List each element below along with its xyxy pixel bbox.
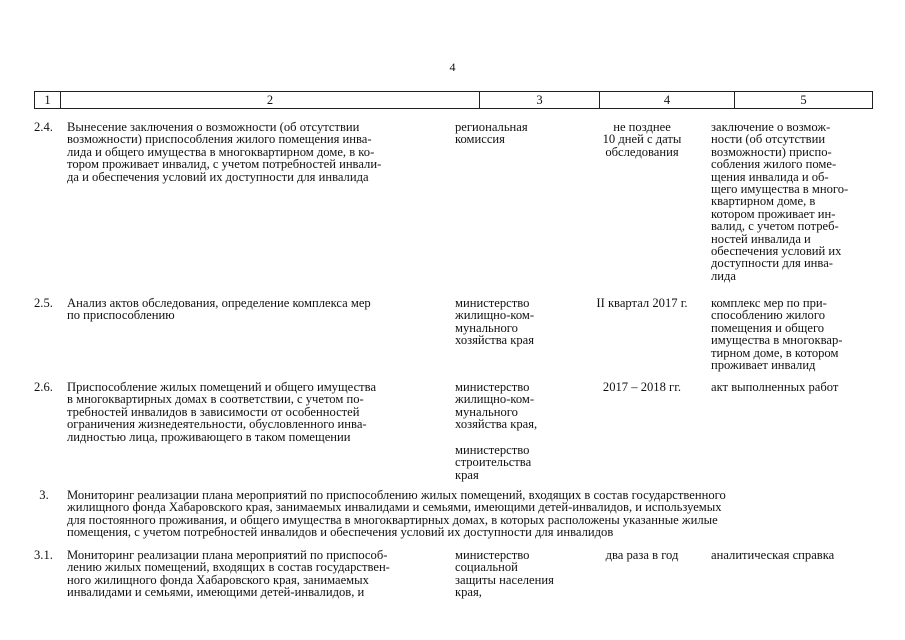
row-2-5-number: 2.5. <box>34 296 53 310</box>
row-2-6-executor: министерство жилищно-ком- мунального хозяйства края, <box>455 380 538 432</box>
row-2-6-activity: Приспособление жилых помещений и общего имущества в многоквартирных домах в соответствии, с учетом по- требностей инвалидов в зависимости от особенностей ограничения жизнедеятельности, обусловленного инва- лидностью лица, проживающего в таком помещении <box>67 380 377 444</box>
row-2-4-executor: региональная комиссия <box>455 120 528 147</box>
row-3-1-executor: министерство социальной защиты населения края, <box>455 548 554 600</box>
row-2-6-deadline: 2017 – 2018 гг. <box>602 380 682 394</box>
header-col-1: 1 <box>35 92 61 108</box>
table-header <box>34 91 873 109</box>
header-col-3: 3 <box>480 92 600 108</box>
row-3-1-number: 3.1. <box>34 548 53 562</box>
row-3-1-result: аналитическая справка <box>711 548 835 562</box>
row-2-4-result: заключение о возмож- ности (об отсутствии возможности) приспо- собления жилого поме- щения инвалида и об- щего имущества в много- квартирном доме, в котором проживает ин- валид, с учетом потреб- ностей инвалида и обеспечения условий их доступности для инва- лида <box>711 120 849 283</box>
page-number: 4 <box>449 60 456 74</box>
row-2-4-activity: Вынесение заключения о возможности (об отсутствии возможности) приспособления жилого помещения инва- лида и общего имущества в многоквартирном доме, в ко- тором проживает инвалид, с учетом потребностей инвали- да и обеспечения условий их доступности для инвалида <box>67 120 382 184</box>
row-2-6-executor-2: министерство строительства края <box>455 443 532 482</box>
row-2-4-deadline: не позднее 10 дней с даты обследования <box>602 120 682 159</box>
section-3-number: 3. <box>39 488 49 502</box>
header-col-5: 5 <box>800 93 807 107</box>
section-3-title: Мониторинг реализации плана мероприятий по приспособлению жилых помещений, входящих в состав государственного жилищного фонда Хабаровского края, занимаемых инвалидами и семьями, имеющими детей-инвалидов, и используемых для постоянного проживания, и общего имущества в многоквартирных домах, в которых расположены указанные жилые помещения, с учетом потребностей инвалидов и обеспечения условий их доступности для инвалидов <box>67 488 726 540</box>
row-2-6-number: 2.6. <box>34 380 53 394</box>
header-col-2: 2 <box>61 92 480 108</box>
row-2-5-result: комплекс мер по при- способлению жилого помещения и общего имущества в многоквар- тирном доме, в котором проживает инвалид <box>711 296 843 373</box>
row-3-1-deadline: два раза в год <box>605 548 679 562</box>
row-2-6-result: акт выполненных работ <box>711 380 839 394</box>
row-2-5-executor: министерство жилищно-ком- мунального хозяйства края <box>455 296 535 348</box>
header-col-4: 4 <box>600 92 735 108</box>
row-2-5-activity: Анализ актов обследования, определение комплекса мер по приспособлению <box>67 296 371 323</box>
row-3-1-activity: Мониторинг реализации плана мероприятий по приспособ- лению жилых помещений, входящих в состав государствен- ного жилищного фонда Хабаровского края, занимаемых инвалидами и семьями, имеющими детей-инвалидов, и <box>67 548 390 600</box>
row-2-5-deadline: II квартал 2017 г. <box>596 296 688 310</box>
row-2-4-number: 2.4. <box>34 120 53 134</box>
